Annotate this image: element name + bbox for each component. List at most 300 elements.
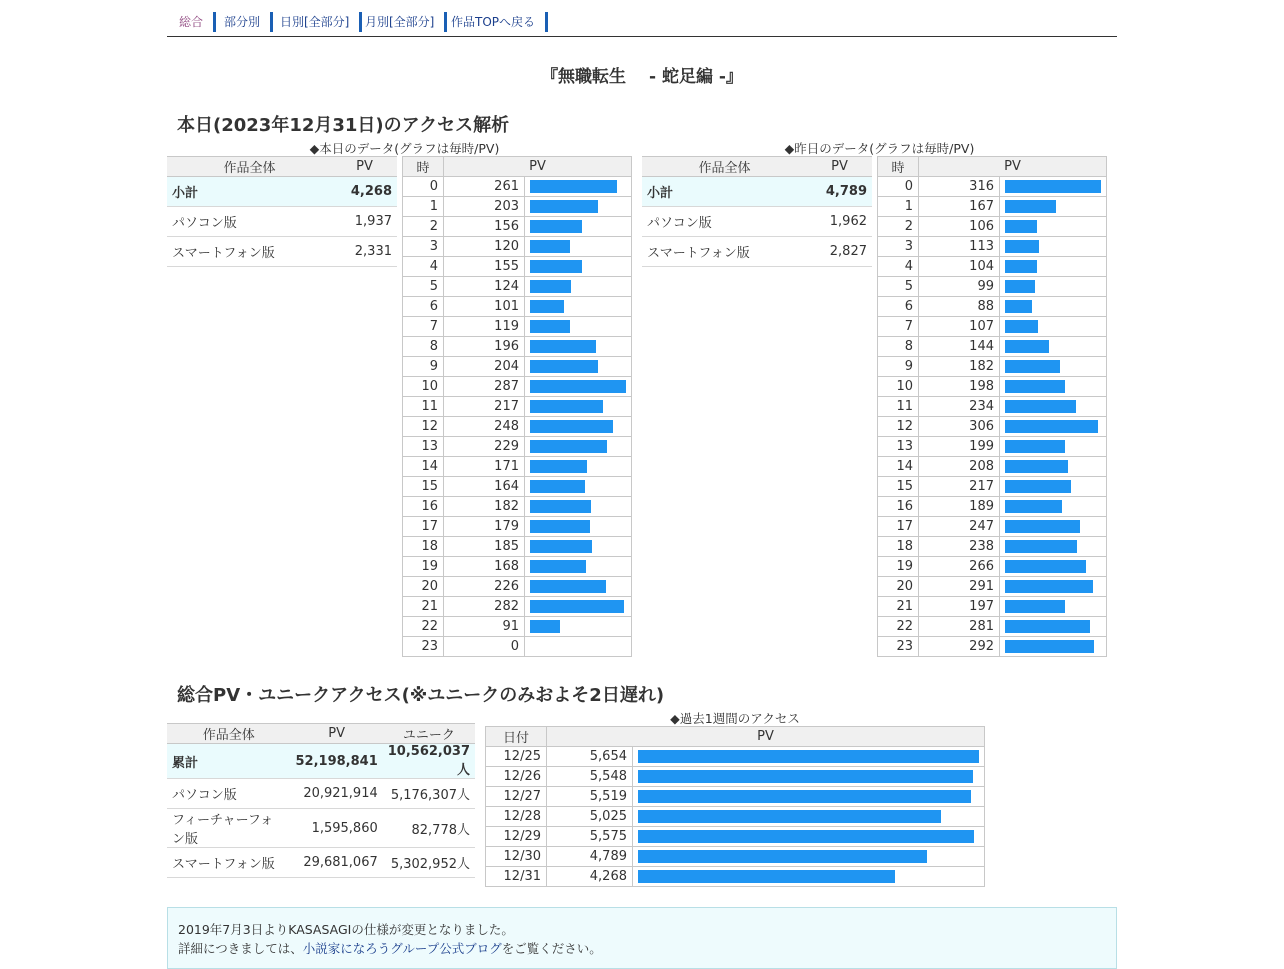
bar-cell [1000, 597, 1107, 617]
bar [530, 300, 564, 313]
col-header-work: 作品全体 [642, 157, 807, 177]
row-category: 19 [403, 557, 444, 577]
row-category: 18 [878, 537, 919, 557]
row-value: 156 [444, 217, 525, 237]
data-row [403, 437, 632, 457]
row-pv: 52,198,841 [291, 744, 383, 779]
bar [1005, 580, 1093, 593]
bar-cell [525, 577, 632, 597]
bar [1005, 420, 1098, 433]
row-category: 15 [403, 477, 444, 497]
bar [530, 560, 586, 573]
bar [530, 520, 590, 533]
data-row [403, 177, 632, 197]
data-row [486, 747, 985, 767]
row-category: 13 [878, 437, 919, 457]
bar-cell [525, 557, 632, 577]
data-row [403, 537, 632, 557]
bar [638, 750, 979, 763]
data-row [878, 297, 1107, 317]
data-row [403, 377, 632, 397]
col-header-work: 作品全体 [167, 724, 291, 744]
row-category: 2 [403, 217, 444, 237]
row-value: 124 [444, 277, 525, 297]
totals-table [167, 723, 475, 878]
notice-line2 [178, 939, 602, 957]
row-value: 281 [919, 617, 1000, 637]
data-row [878, 397, 1107, 417]
bar [1005, 180, 1101, 193]
data-row [486, 787, 985, 807]
row-category: 20 [878, 577, 919, 597]
data-row [403, 297, 632, 317]
row-value: 5,519 [547, 787, 633, 807]
totals-row-cumulative [167, 744, 475, 779]
bar-cell [1000, 377, 1107, 397]
data-row [486, 767, 985, 787]
bar-cell [1000, 617, 1107, 637]
data-row [878, 177, 1107, 197]
daily-heading: 本日(2023年12月31日)のアクセス解析 [177, 115, 510, 136]
totals-row-pc [167, 779, 475, 809]
bar [1005, 600, 1065, 613]
row-value: 164 [444, 477, 525, 497]
row-category: 12 [403, 417, 444, 437]
data-row [403, 557, 632, 577]
row-value: 199 [919, 437, 1000, 457]
row-value: 5,025 [547, 807, 633, 827]
bar-cell [633, 807, 985, 827]
row-category: 16 [403, 497, 444, 517]
row-category: 12/26 [486, 767, 547, 787]
row-value: 171 [444, 457, 525, 477]
row-value: 182 [919, 357, 1000, 377]
bar-cell [1000, 297, 1107, 317]
row-category: 0 [878, 177, 919, 197]
summary-row-smartphone [167, 237, 397, 267]
row-value: 101 [444, 297, 525, 317]
data-row [403, 217, 632, 237]
work-title: 『無職転生 - 蛇足編 -』 [541, 67, 743, 87]
bar-cell [525, 297, 632, 317]
bar-cell [1000, 517, 1107, 537]
data-row [878, 577, 1107, 597]
row-category: 14 [878, 457, 919, 477]
bar [530, 420, 613, 433]
row-category: 10 [878, 377, 919, 397]
row-pv: 2,827 [807, 237, 872, 267]
nav-monthly-all[interactable]: 月別[全部分] [365, 12, 447, 32]
summary-row-pc [167, 207, 397, 237]
bar-cell [633, 767, 985, 787]
top-nav [167, 10, 1117, 37]
bar-cell [1000, 637, 1107, 657]
bar-cell [525, 337, 632, 357]
row-category: 12/30 [486, 847, 547, 867]
row-value: 168 [444, 557, 525, 577]
totals-row-featurephone [167, 809, 475, 848]
row-category: 12/29 [486, 827, 547, 847]
notice-text-pre: 詳細につきましては、 [178, 941, 303, 956]
data-row [878, 317, 1107, 337]
row-pv: 4,268 [332, 177, 397, 207]
row-category: 20 [403, 577, 444, 597]
official-blog-link[interactable]: 小説家になろうグループ公式ブログ [302, 941, 502, 956]
row-value: 292 [919, 637, 1000, 657]
bar-cell [525, 517, 632, 537]
data-row [403, 237, 632, 257]
data-row [403, 457, 632, 477]
bar-cell [1000, 577, 1107, 597]
row-value: 88 [919, 297, 1000, 317]
data-row [878, 517, 1107, 537]
today-hourly-table [402, 156, 632, 657]
bar [1005, 460, 1068, 473]
row-value: 247 [919, 517, 1000, 537]
bar-cell [1000, 177, 1107, 197]
row-value: 248 [444, 417, 525, 437]
col-header-work: 作品全体 [167, 157, 332, 177]
row-category: 7 [878, 317, 919, 337]
data-row [878, 497, 1107, 517]
row-pv: 1,595,860 [291, 809, 383, 848]
row-pv: 1,937 [332, 207, 397, 237]
bar [530, 380, 626, 393]
nav-back-to-work-top[interactable]: 作品TOPへ戻る [451, 12, 548, 32]
row-value: 119 [444, 317, 525, 337]
bar-cell [525, 617, 632, 637]
row-value: 155 [444, 257, 525, 277]
nav-daily-all[interactable]: 日別[全部分] [280, 12, 362, 32]
data-row [878, 237, 1107, 257]
data-row [403, 477, 632, 497]
bar [530, 360, 598, 373]
row-category: 3 [878, 237, 919, 257]
row-value: 196 [444, 337, 525, 357]
bar-cell [525, 257, 632, 277]
row-value: 291 [919, 577, 1000, 597]
row-category: 12/25 [486, 747, 547, 767]
bar [530, 280, 571, 293]
row-pv: 4,789 [807, 177, 872, 207]
row-label: スマートフォン版 [167, 848, 291, 878]
row-value: 113 [919, 237, 1000, 257]
bar-cell [633, 867, 985, 887]
row-category: 7 [403, 317, 444, 337]
data-row [878, 597, 1107, 617]
data-row [403, 357, 632, 377]
bar [1005, 560, 1086, 573]
col-header-pv: PV [919, 157, 1107, 177]
total-heading: 総合PV・ユニークアクセス(※ユニークのみおよそ2日遅れ) [177, 685, 665, 706]
col-header-pv: PV [807, 157, 872, 177]
row-category: 10 [403, 377, 444, 397]
row-value: 107 [919, 317, 1000, 337]
data-row [878, 457, 1107, 477]
row-category: 11 [403, 397, 444, 417]
summary-row-pc [642, 207, 872, 237]
data-row [878, 217, 1107, 237]
row-unique: 5,302,952人 [383, 848, 475, 878]
row-value: 179 [444, 517, 525, 537]
data-row [878, 637, 1107, 657]
row-value: 144 [919, 337, 1000, 357]
bar [1005, 540, 1077, 553]
row-category: 15 [878, 477, 919, 497]
bar [638, 810, 941, 823]
data-row [878, 197, 1107, 217]
bar [530, 500, 591, 513]
row-category: 4 [403, 257, 444, 277]
row-pv: 20,921,914 [291, 779, 383, 809]
row-value: 229 [444, 437, 525, 457]
data-row [878, 537, 1107, 557]
data-row [878, 337, 1107, 357]
bar-cell [525, 397, 632, 417]
bar [530, 340, 596, 353]
bar [1005, 500, 1062, 513]
bar [638, 850, 927, 863]
row-category: 13 [403, 437, 444, 457]
row-label: 小計 [167, 177, 332, 207]
summary-row-subtotal [167, 177, 397, 207]
row-label: パソコン版 [642, 207, 807, 237]
bar-cell [1000, 397, 1107, 417]
row-value: 287 [444, 377, 525, 397]
row-value: 282 [444, 597, 525, 617]
row-category: 6 [878, 297, 919, 317]
bar [1005, 220, 1037, 233]
bar-cell [525, 597, 632, 617]
bar-cell [525, 217, 632, 237]
bar [530, 260, 582, 273]
row-value: 120 [444, 237, 525, 257]
data-row [878, 257, 1107, 277]
row-label: パソコン版 [167, 207, 332, 237]
data-row [486, 807, 985, 827]
row-label: 小計 [642, 177, 807, 207]
row-category: 17 [403, 517, 444, 537]
data-row [878, 277, 1107, 297]
bar [530, 400, 603, 413]
bar [1005, 280, 1035, 293]
row-category: 5 [403, 277, 444, 297]
row-category: 1 [403, 197, 444, 217]
row-value: 0 [444, 637, 525, 657]
row-category: 2 [878, 217, 919, 237]
bar [1005, 620, 1090, 633]
bar-cell [525, 317, 632, 337]
bar-cell [525, 457, 632, 477]
row-category: 23 [403, 637, 444, 657]
bar-cell [633, 747, 985, 767]
row-value: 4,789 [547, 847, 633, 867]
row-unique: 5,176,307人 [383, 779, 475, 809]
data-row [403, 197, 632, 217]
row-value: 203 [444, 197, 525, 217]
bar [1005, 640, 1094, 653]
bar [1005, 200, 1056, 213]
data-row [486, 847, 985, 867]
row-unique: 82,778人 [383, 809, 475, 848]
data-row [878, 417, 1107, 437]
row-value: 204 [444, 357, 525, 377]
bar [1005, 360, 1060, 373]
row-value: 4,268 [547, 867, 633, 887]
bar [638, 790, 971, 803]
row-category: 9 [878, 357, 919, 377]
nav-by-part[interactable]: 部分別 [224, 12, 273, 32]
row-value: 185 [444, 537, 525, 557]
col-header-date: 日付 [486, 727, 547, 747]
weekly-caption: ◆過去1週間のアクセス [670, 711, 800, 726]
row-category: 12/28 [486, 807, 547, 827]
bar-cell [1000, 197, 1107, 217]
col-header-pv: PV [444, 157, 632, 177]
bar [1005, 260, 1037, 273]
bar [530, 580, 606, 593]
bar-cell [1000, 477, 1107, 497]
col-header-hour: 時 [878, 157, 919, 177]
bar-cell [1000, 417, 1107, 437]
bar [1005, 240, 1039, 253]
bar [530, 200, 598, 213]
row-value: 266 [919, 557, 1000, 577]
spec-change-notice [167, 907, 1117, 969]
bar-cell [1000, 257, 1107, 277]
data-row [486, 827, 985, 847]
row-value: 5,654 [547, 747, 633, 767]
row-category: 0 [403, 177, 444, 197]
bar [1005, 480, 1071, 493]
row-value: 106 [919, 217, 1000, 237]
notice-text-post: をご覧ください。 [501, 941, 602, 956]
row-category: 1 [878, 197, 919, 217]
data-row [403, 257, 632, 277]
bar-cell [1000, 337, 1107, 357]
bar-cell [633, 847, 985, 867]
row-category: 22 [403, 617, 444, 637]
data-row [403, 597, 632, 617]
row-category: 23 [878, 637, 919, 657]
yesterday-hourly-table [877, 156, 1107, 657]
row-category: 12/27 [486, 787, 547, 807]
bar-cell [1000, 457, 1107, 477]
row-value: 182 [444, 497, 525, 517]
row-category: 21 [878, 597, 919, 617]
row-label: スマートフォン版 [642, 237, 807, 267]
data-row [403, 317, 632, 337]
bar-cell [525, 477, 632, 497]
data-row [403, 617, 632, 637]
bar-cell [525, 417, 632, 437]
col-header-pv: PV [291, 724, 383, 744]
row-value: 91 [444, 617, 525, 637]
row-value: 208 [919, 457, 1000, 477]
bar-cell [1000, 277, 1107, 297]
row-category: 12 [878, 417, 919, 437]
bar [530, 460, 587, 473]
data-row [878, 617, 1107, 637]
bar-cell [525, 277, 632, 297]
data-row [403, 517, 632, 537]
summary-row-smartphone [642, 237, 872, 267]
row-label: 累計 [167, 744, 291, 779]
bar [530, 220, 582, 233]
weekly-table [485, 726, 985, 887]
bar [1005, 300, 1032, 313]
row-category: 4 [878, 257, 919, 277]
row-value: 167 [919, 197, 1000, 217]
row-value: 217 [919, 477, 1000, 497]
col-header-hour: 時 [403, 157, 444, 177]
row-category: 5 [878, 277, 919, 297]
row-category: 12/31 [486, 867, 547, 887]
nav-overall[interactable]: 総合 [179, 12, 216, 32]
data-row [878, 477, 1107, 497]
col-header-pv: PV [547, 727, 985, 747]
row-value: 5,575 [547, 827, 633, 847]
bar-cell [525, 437, 632, 457]
row-label: パソコン版 [167, 779, 291, 809]
bar-cell [1000, 537, 1107, 557]
bar [1005, 320, 1038, 333]
data-row [878, 357, 1107, 377]
bar [530, 320, 570, 333]
row-label: フィーチャーフォン版 [167, 809, 291, 848]
row-pv: 1,962 [807, 207, 872, 237]
data-row [403, 417, 632, 437]
bar-cell [1000, 497, 1107, 517]
row-category: 19 [878, 557, 919, 577]
row-value: 198 [919, 377, 1000, 397]
bar [530, 600, 624, 613]
bar [638, 770, 973, 783]
row-label: スマートフォン版 [167, 237, 332, 267]
row-value: 99 [919, 277, 1000, 297]
bar-cell [1000, 557, 1107, 577]
data-row [878, 557, 1107, 577]
row-value: 316 [919, 177, 1000, 197]
bar [1005, 400, 1076, 413]
row-category: 3 [403, 237, 444, 257]
row-value: 197 [919, 597, 1000, 617]
today-caption: ◆本日のデータ(グラフは毎時/PV) [309, 141, 500, 156]
col-header-pv: PV [332, 157, 397, 177]
row-category: 21 [403, 597, 444, 617]
row-value: 234 [919, 397, 1000, 417]
bar-cell [525, 357, 632, 377]
bar [530, 540, 592, 553]
bar-cell [525, 537, 632, 557]
bar-cell [1000, 237, 1107, 257]
bar [530, 240, 570, 253]
row-value: 217 [444, 397, 525, 417]
data-row [878, 437, 1107, 457]
bar [1005, 440, 1065, 453]
bar-cell [1000, 357, 1107, 377]
row-value: 238 [919, 537, 1000, 557]
row-value: 226 [444, 577, 525, 597]
bar [1005, 340, 1049, 353]
row-category: 18 [403, 537, 444, 557]
row-category: 6 [403, 297, 444, 317]
bar-cell [1000, 217, 1107, 237]
data-row [878, 377, 1107, 397]
row-value: 189 [919, 497, 1000, 517]
bar [530, 180, 617, 193]
bar-cell [1000, 317, 1107, 337]
